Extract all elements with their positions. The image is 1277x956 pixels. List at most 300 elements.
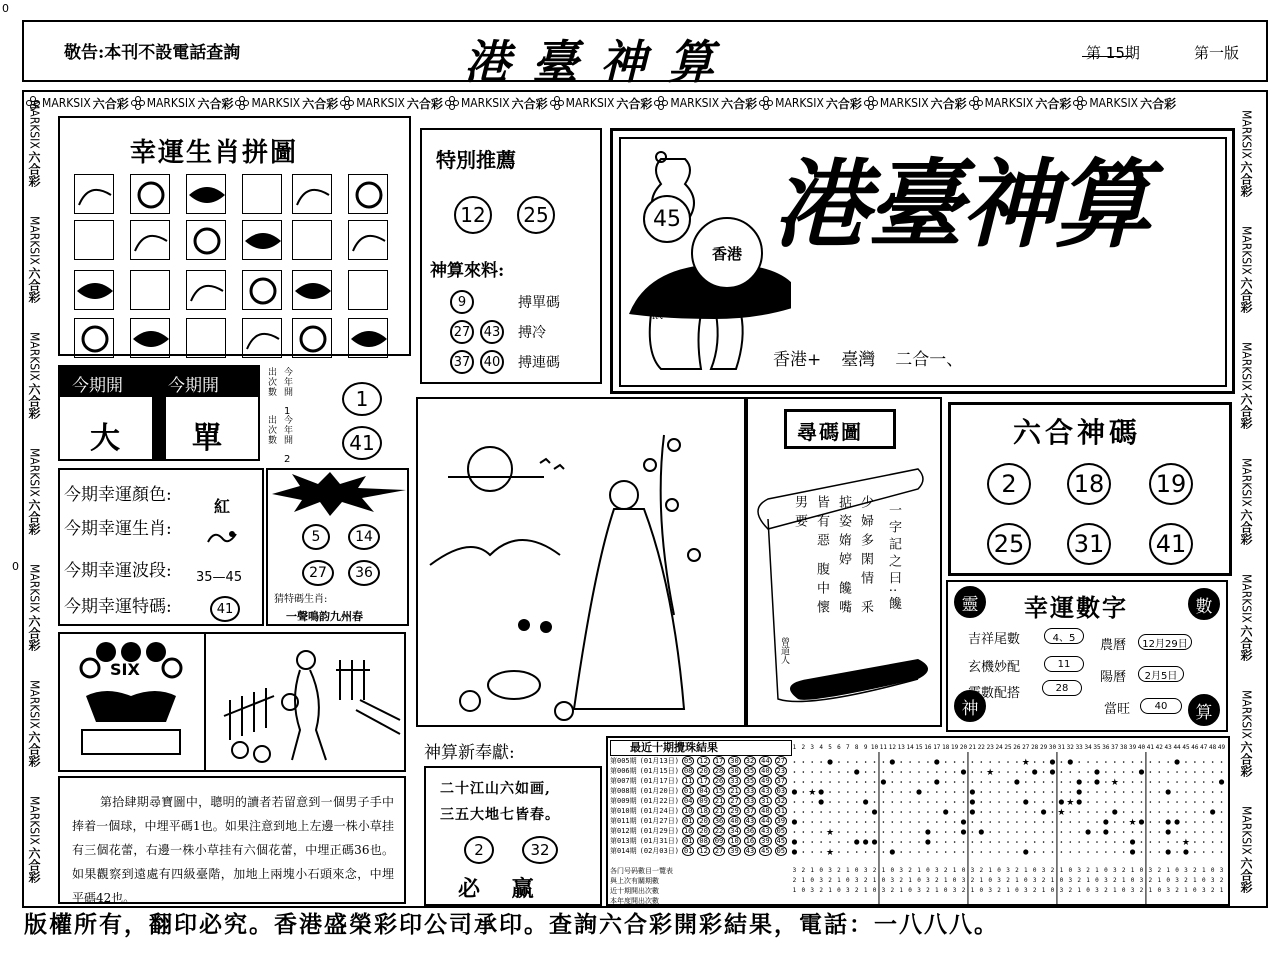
grid-cell xyxy=(927,791,929,793)
marksix-strip-item: MARKSIX 六合彩 xyxy=(27,100,42,187)
grid-stat: 3 xyxy=(1201,887,1206,894)
footer-text: 版權所有，翻印必究。香港盛榮彩印公司承印。查詢六合彩開彩結果，電話：一八八八。 xyxy=(24,911,999,938)
source-title: 神算來料: xyxy=(430,261,505,281)
number-grid xyxy=(790,740,1226,904)
grid-cell xyxy=(972,781,974,783)
marksix-strip-item: MARKSIX 六合彩 xyxy=(445,93,548,113)
grid-cell xyxy=(1150,811,1152,813)
grid-cell xyxy=(909,781,911,783)
grid-header: 5 xyxy=(828,744,832,751)
grid-hit-mark xyxy=(1050,759,1055,764)
grid-cell xyxy=(1123,781,1125,783)
grid-stat: 3 xyxy=(1219,867,1224,874)
grid-header: 44 xyxy=(1173,744,1181,751)
grid-cell xyxy=(1203,841,1205,843)
grid-cell xyxy=(1007,821,1009,823)
grid-cell xyxy=(1194,761,1196,763)
puzzle-tile xyxy=(130,270,170,310)
grid-special-mark: ★ xyxy=(1057,808,1066,818)
grid-cell xyxy=(945,781,947,783)
lucky-row-value: 4、5 xyxy=(1044,628,1084,644)
draw-ball: 27 xyxy=(776,757,786,765)
grid-cell xyxy=(865,791,867,793)
draw-ball: 39 xyxy=(761,837,770,845)
grid-cell xyxy=(1052,851,1054,853)
grid-cell xyxy=(1078,811,1080,813)
stat-row-label: 近十期開出次數 xyxy=(610,887,659,895)
puzzle-tile xyxy=(186,174,226,214)
grid-stat: 3 xyxy=(881,887,886,894)
grid-stat: 1 xyxy=(952,867,957,874)
grid-hit-mark xyxy=(1077,799,1082,804)
grid-hit-mark xyxy=(961,819,966,824)
grid-cell xyxy=(1176,771,1178,773)
grid-cell xyxy=(1007,781,1009,783)
grid-stat: 0 xyxy=(1157,887,1162,894)
grid-cell xyxy=(1176,811,1178,813)
grid-cell xyxy=(1025,841,1027,843)
grid-cell xyxy=(972,851,974,853)
grid-cell xyxy=(1221,771,1223,773)
marksix-strip-left xyxy=(26,100,46,905)
grid-cell xyxy=(909,841,911,843)
draw-row xyxy=(610,836,787,846)
grid-cell xyxy=(909,791,911,793)
grid-header: 40 xyxy=(1137,744,1146,751)
puzzle-tile xyxy=(74,174,114,214)
burst-number: 5 xyxy=(302,524,330,550)
hunt-column: 饞嘴皆有惡 xyxy=(814,495,851,620)
draw-ball: 45 xyxy=(761,847,770,855)
grid-cell xyxy=(1167,761,1169,763)
marksix-brand: MARKSIX xyxy=(460,96,510,110)
draw-row xyxy=(610,826,787,836)
draw-ball: 12 xyxy=(699,847,708,855)
grid-cell xyxy=(998,781,1000,783)
stat-row-label: 各门号码數目一覽表 xyxy=(610,867,673,875)
grid-cell xyxy=(1150,851,1152,853)
grid-stat: 1 xyxy=(881,867,886,874)
draw-row xyxy=(610,816,787,826)
grid-cell xyxy=(954,821,956,823)
marksix-brand: MARKSIX xyxy=(1239,458,1254,507)
grid-stat: 0 xyxy=(943,887,948,894)
grid-stat: 0 xyxy=(837,887,841,894)
grid-cell xyxy=(1141,841,1143,843)
grid-stat: 3 xyxy=(819,877,823,884)
grid-cell xyxy=(1132,831,1134,833)
corner-mark-side: 0 xyxy=(12,560,19,573)
grid-hit-mark xyxy=(1014,779,1019,784)
grid-cell xyxy=(1123,761,1125,763)
puzzle-tile xyxy=(348,220,388,260)
grid-cell xyxy=(847,831,849,833)
grid-stat: 0 xyxy=(1201,877,1206,884)
grid-cell xyxy=(829,781,831,783)
grid-cell xyxy=(998,771,1000,773)
grid-stat: 0 xyxy=(881,877,886,884)
draw-ball: 33 xyxy=(745,787,755,795)
grid-cell xyxy=(1212,791,1214,793)
grid-cell xyxy=(847,841,849,843)
grid-stat: 1 xyxy=(1184,887,1188,894)
grid-header: 41 xyxy=(1146,744,1154,751)
grid-stat: 1 xyxy=(1157,877,1162,884)
draw-ball: 33 xyxy=(730,777,739,785)
grid-cell xyxy=(1043,821,1045,823)
puzzle-tile xyxy=(292,318,332,358)
draw-ball: 20 xyxy=(699,817,708,825)
grid-stat: 3 xyxy=(935,867,939,874)
grid-stat: 0 xyxy=(1193,887,1197,894)
grid-cell xyxy=(1132,811,1134,813)
draw-ball: 10 xyxy=(730,837,739,845)
grid-cell xyxy=(1078,771,1080,773)
grid-hit-mark xyxy=(890,849,895,854)
grid-hit-mark xyxy=(934,779,939,784)
grid-stat: 1 xyxy=(1130,867,1135,874)
grid-cell xyxy=(1141,791,1143,793)
draw-ball: 05 xyxy=(683,757,693,765)
grid-stat: 2 xyxy=(828,877,832,884)
marksix-brand: MARKSIX xyxy=(670,96,720,110)
grid-header: 16 xyxy=(924,744,932,751)
grid-stat: 2 xyxy=(854,887,859,894)
puzzle-tile xyxy=(292,220,332,260)
draw-ball: 21 xyxy=(714,797,724,805)
draw-issue: 第013期 xyxy=(610,837,637,845)
grid-cell xyxy=(865,831,867,833)
burst-number: 14 xyxy=(348,524,380,550)
grid-header: 23 xyxy=(986,744,994,751)
grid-hit-mark xyxy=(961,829,966,834)
open-label-right: 今期開 xyxy=(168,376,219,396)
marksix-strip-item: MARKSIX 六合彩 xyxy=(1239,574,1254,661)
grid-cell xyxy=(1167,781,1169,783)
grid-stat: 1 xyxy=(1086,877,1090,884)
grid-stat: 0 xyxy=(810,877,815,884)
hunt-column: 釆掂姿媠婷 xyxy=(836,495,873,620)
grid-cell xyxy=(1061,841,1063,843)
grid-cell xyxy=(794,761,796,763)
puzzle-tile xyxy=(186,270,226,310)
grid-hit-mark xyxy=(881,779,886,784)
marksix-strip-item: MARKSIX 六合彩 xyxy=(1073,93,1176,113)
grid-cell xyxy=(927,821,929,823)
marksix-strip-item: MARKSIX 六合彩 xyxy=(27,680,42,767)
marksix-strip-item: MARKSIX 六合彩 xyxy=(26,93,129,113)
grid-cell xyxy=(1158,831,1160,833)
grid-stat: 3 xyxy=(1077,867,1081,874)
grid-cell xyxy=(1007,771,1009,773)
grid-stat: 1 xyxy=(1006,887,1010,894)
grid-cell xyxy=(794,781,796,783)
grid-cell xyxy=(909,801,911,803)
grid-stat: 0 xyxy=(890,867,895,874)
grid-cell xyxy=(945,771,947,773)
grid-cell xyxy=(1194,841,1196,843)
grid-hit-mark xyxy=(1094,779,1099,784)
grid-cell xyxy=(1203,801,1205,803)
grid-cell xyxy=(1185,761,1187,763)
grid-cell xyxy=(918,821,920,823)
grid-hit-mark xyxy=(1077,779,1082,784)
grid-cell xyxy=(1114,831,1116,833)
grid-stat: 3 xyxy=(890,877,895,884)
grid-cell xyxy=(1052,811,1054,813)
grid-stat: 3 xyxy=(863,867,868,874)
grid-cell xyxy=(883,811,885,813)
grid-cell xyxy=(1132,761,1134,763)
header-bar xyxy=(22,20,1268,89)
grid-cell xyxy=(874,801,876,803)
grid-cell xyxy=(918,841,920,843)
draws-title: 最近十期攪珠結果 xyxy=(630,741,718,754)
grid-stat: 0 xyxy=(1139,867,1144,874)
grid-stat: 1 xyxy=(935,887,939,894)
puzzle-tile xyxy=(242,174,282,214)
grid-cell xyxy=(883,821,885,823)
draw-date: (01月17日) xyxy=(639,777,679,785)
draw-row xyxy=(610,806,787,816)
marksix-strip-item: MARKSIX 六合彩 xyxy=(1239,458,1254,545)
puzzle-tile xyxy=(74,220,114,260)
grid-hit-mark xyxy=(1166,819,1171,824)
draw-ball: 48 xyxy=(761,807,770,815)
grid-cell xyxy=(936,821,938,823)
grid-stat: 3 xyxy=(1112,867,1117,874)
draw-issue: 第010期 xyxy=(610,807,637,815)
grid-cell xyxy=(981,781,983,783)
grid-cell xyxy=(1212,801,1214,803)
grid-hit-mark xyxy=(979,829,984,834)
grid-header: 9 xyxy=(863,744,868,751)
puzzle-tile xyxy=(186,220,226,260)
lucky-row-label: 吉祥尾數 xyxy=(968,632,1021,647)
grid-stat: 0 xyxy=(1023,877,1028,884)
stat-row-label: 與上次有關期數 xyxy=(610,877,659,885)
draw-ball: 08 xyxy=(699,837,708,845)
grid-cell xyxy=(847,761,849,763)
six-logo-panel xyxy=(58,632,406,772)
grid-stat: 3 xyxy=(1068,877,1073,884)
grid-cell xyxy=(1114,821,1116,823)
burst-number: 36 xyxy=(348,560,380,586)
stats-list xyxy=(610,866,673,906)
grid-stat: 0 xyxy=(917,877,921,884)
grid-cell xyxy=(856,781,858,783)
grid-stat: 2 xyxy=(1184,877,1188,884)
grid-cell xyxy=(865,781,867,783)
grid-hit-mark xyxy=(1023,849,1028,854)
grid-cell xyxy=(945,851,947,853)
grid-cell xyxy=(856,791,858,793)
grid-stat: 1 xyxy=(917,867,921,874)
grid-cell xyxy=(900,781,902,783)
grid-cell xyxy=(954,811,956,813)
grid-cell xyxy=(963,761,965,763)
grid-stat: 2 xyxy=(1050,867,1055,874)
grid-hit-mark xyxy=(925,829,930,834)
grid-cell xyxy=(1105,781,1107,783)
grid-cell xyxy=(1221,811,1223,813)
marksix-brand: MARKSIX xyxy=(27,448,42,497)
grid-stat: 2 xyxy=(1015,867,1019,874)
grid-hit-mark xyxy=(1103,829,1108,834)
grid-cell xyxy=(1123,801,1125,803)
grid-cell xyxy=(1105,761,1107,763)
grid-cell xyxy=(838,801,840,803)
grid-stat: 0 xyxy=(997,867,1001,874)
grid-stat: 0 xyxy=(908,887,912,894)
grid-cell xyxy=(1203,781,1205,783)
grid-cell xyxy=(1114,801,1116,803)
draw-ball: 35 xyxy=(745,767,755,775)
grid-cell xyxy=(1078,841,1080,843)
grid-stat: 1 xyxy=(837,877,841,884)
marksix-strip-item: MARKSIX 六合彩 xyxy=(1239,806,1254,893)
marksix-strip-item: MARKSIX 六合彩 xyxy=(27,564,42,651)
lucky-right-value: 12月29日 xyxy=(1138,634,1192,650)
grid-cell xyxy=(874,851,876,853)
lucky-numbers-title: 幸運數字 xyxy=(1024,594,1128,622)
grid-cell xyxy=(829,771,831,773)
grid-header: 32 xyxy=(1066,744,1074,751)
grid-stat: 3 xyxy=(961,877,966,884)
grid-cell xyxy=(1114,791,1116,793)
grid-cell xyxy=(838,771,840,773)
grid-hit-mark xyxy=(792,849,797,854)
grid-cell xyxy=(883,761,885,763)
grid-stat: 0 xyxy=(961,867,966,874)
draw-date: (01月27日) xyxy=(639,817,679,825)
grid-cell xyxy=(1158,841,1160,843)
puzzle-tile xyxy=(74,270,114,310)
grid-stat: 1 xyxy=(1041,887,1046,894)
draw-ball: 28 xyxy=(714,767,724,775)
grid-stat: 3 xyxy=(1104,877,1108,884)
source-label: 搏連碼 xyxy=(518,355,560,371)
grid-cell xyxy=(829,791,831,793)
grid-stat: 1 xyxy=(1050,877,1055,884)
grid-cell xyxy=(1141,851,1143,853)
grid-hit-mark xyxy=(1103,819,1108,824)
grid-stat: 1 xyxy=(1095,867,1099,874)
grid-cell xyxy=(936,801,938,803)
grid-cell xyxy=(1185,781,1187,783)
draw-row xyxy=(610,796,787,806)
grid-cell xyxy=(1221,821,1223,823)
grid-cell xyxy=(989,791,991,793)
draw-ball: 04 xyxy=(699,787,708,795)
grid-cell xyxy=(1176,831,1178,833)
grid-cell xyxy=(1132,771,1134,773)
grid-cell xyxy=(811,771,813,773)
grid-cell xyxy=(1096,811,1098,813)
grid-header: 38 xyxy=(1120,744,1128,751)
gift-panel xyxy=(418,730,608,906)
grid-cell xyxy=(1016,761,1018,763)
grid-cell xyxy=(900,791,902,793)
lucky-right-label: 陽曆 xyxy=(1100,670,1127,685)
draw-ball: 43 xyxy=(761,787,770,795)
grid-cell xyxy=(1203,831,1205,833)
grid-stat: 1 xyxy=(1112,887,1117,894)
grid-cell xyxy=(1123,841,1125,843)
grid-cell xyxy=(856,851,858,853)
marksix-strip-item: MARKSIX 六合彩 xyxy=(131,93,234,113)
draw-ball: 43 xyxy=(745,847,755,855)
grid-cell xyxy=(811,761,813,763)
grid-cell xyxy=(1052,821,1054,823)
grid-cell xyxy=(865,811,867,813)
marksix-strip-item: MARKSIX 六合彩 xyxy=(864,93,967,113)
grid-cell xyxy=(874,781,876,783)
grid-cell xyxy=(1212,781,1214,783)
grid-hit-mark xyxy=(1112,809,1117,814)
grid-cell xyxy=(794,831,796,833)
grid-cell xyxy=(936,771,938,773)
grid-cell xyxy=(918,761,920,763)
grid-stat: 3 xyxy=(1175,877,1179,884)
grid-stat: 3 xyxy=(792,867,797,874)
marksix-strip-right xyxy=(1238,110,1262,900)
grid-cell xyxy=(1185,801,1187,803)
grid-stat: 2 xyxy=(1032,887,1037,894)
grid-cell xyxy=(1141,811,1143,813)
grid-stat: 0 xyxy=(1068,867,1073,874)
grid-stat: 2 xyxy=(970,877,975,884)
grid-cell xyxy=(1043,841,1045,843)
grid-stat: 2 xyxy=(1006,877,1010,884)
grid-cell xyxy=(838,791,840,793)
grid-cell xyxy=(1007,851,1009,853)
liuhe-number: 41 xyxy=(1149,523,1193,565)
grid-cell xyxy=(1061,781,1063,783)
grid-cell xyxy=(936,841,938,843)
grid-cell xyxy=(909,851,911,853)
grid-cell xyxy=(1007,801,1009,803)
lucky-wave-label: 今期幸運波段: xyxy=(64,561,172,581)
marksix-strip-item: MARKSIX 六合彩 xyxy=(969,93,1072,113)
grid-stat: 2 xyxy=(1219,877,1224,884)
grid-cell xyxy=(1132,791,1134,793)
marksix-strip-item: MARKSIX 六合彩 xyxy=(1239,342,1254,429)
grid-cell xyxy=(981,761,983,763)
grid-stat: 3 xyxy=(1166,887,1170,894)
grid-cell xyxy=(909,771,911,773)
grid-cell xyxy=(918,851,920,853)
grid-cell xyxy=(1123,811,1125,813)
grid-cell xyxy=(1096,801,1098,803)
grid-cell xyxy=(1105,801,1107,803)
grid-cell xyxy=(963,791,965,793)
grid-stat: 0 xyxy=(1210,867,1215,874)
grid-stat: 3 xyxy=(970,867,975,874)
grid-stat: 2 xyxy=(1104,887,1108,894)
grid-cell xyxy=(1212,841,1214,843)
dragon-icon xyxy=(206,528,238,550)
grid-cell xyxy=(945,831,947,833)
gift-line: 三五大地七皆春。 xyxy=(440,807,560,823)
grid-hit-mark xyxy=(961,769,966,774)
grid-cell xyxy=(1158,801,1160,803)
lucky-numbers-panel xyxy=(946,580,1228,732)
grid-cell xyxy=(1052,841,1054,843)
grid-cell xyxy=(918,801,920,803)
grid-stat: 2 xyxy=(1210,887,1215,894)
draw-ball: 31 xyxy=(776,807,786,815)
